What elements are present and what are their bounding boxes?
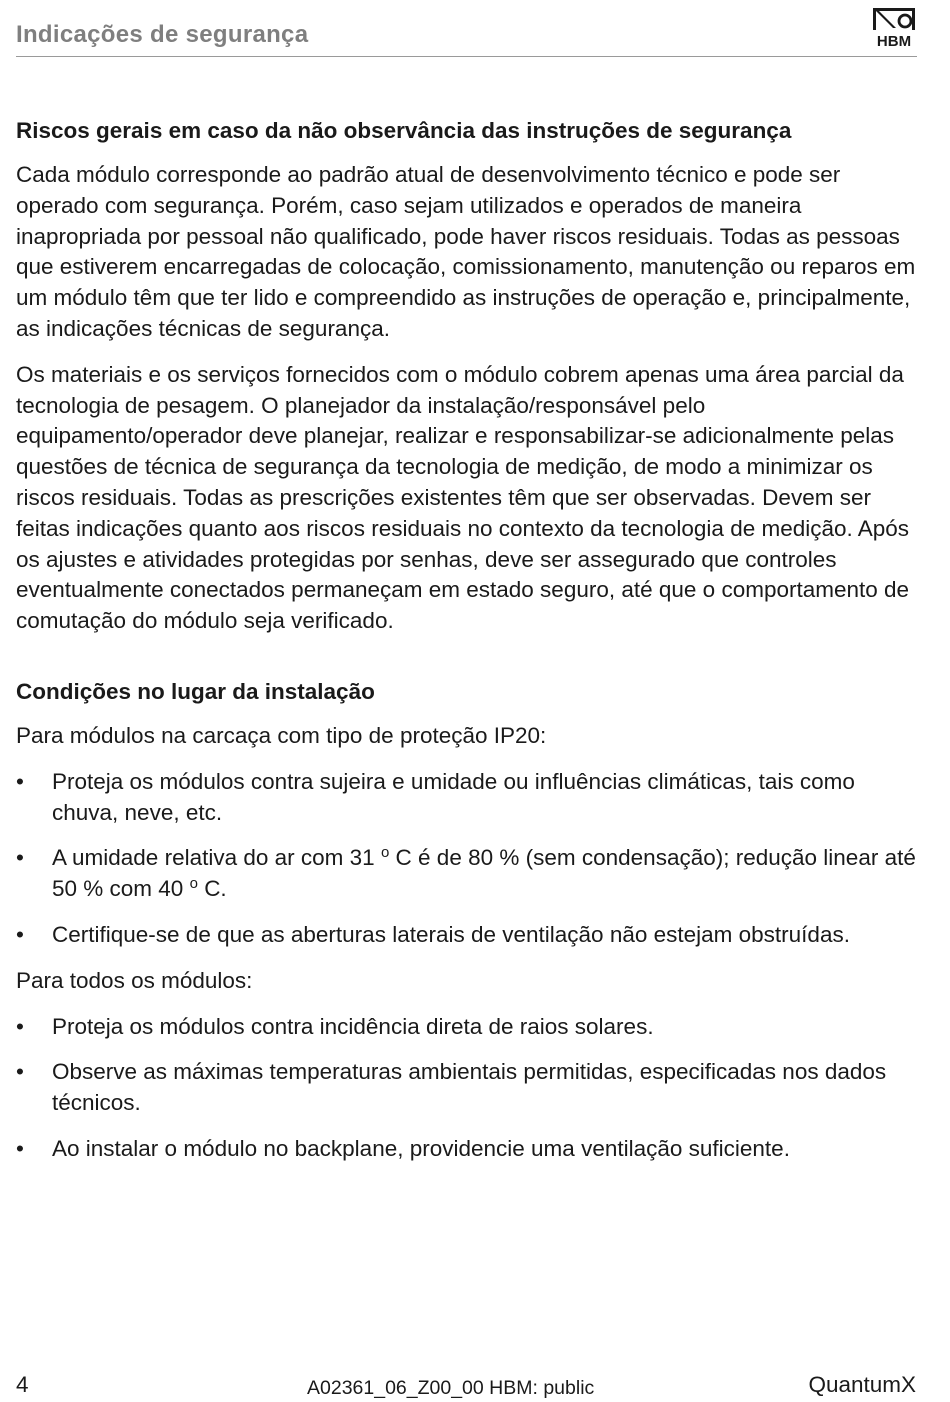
bullet-icon: • (16, 768, 24, 794)
bullet-icon: • (16, 1059, 24, 1085)
list-item (16, 1012, 920, 1043)
bullet-icon: • (16, 1013, 24, 1039)
page-header (16, 0, 917, 57)
list-item-text (52, 845, 916, 901)
list-item (16, 767, 920, 829)
list-item-text: Ao instalar o módulo no backplane, providencie uma ventilação suficiente. (52, 1135, 790, 1161)
page-footer (16, 1372, 916, 1402)
product-name: QuantumX (808, 1372, 916, 1397)
paragraph-module-standard: Cada módulo corresponde ao padrão atual de desenvolvimento técnico e pode ser operado com segurança. Porém, caso sejam utilizados e operados de maneira inapropriada por pessoal não qualificado, pode haver riscos residuais. Todas as pessoas que estiverem encarregadas de colocação, comissionamento, manutenção ou reparos em um módulo têm que ter lido e compreendido as instruções de operação e, principalmente, as indicações técnicas de segurança. (16, 162, 916, 341)
ip20-list (16, 767, 920, 951)
list-item (16, 843, 920, 905)
document-body (16, 110, 920, 1165)
humidity-text-part3: C. (204, 876, 227, 902)
hbm-logo (871, 6, 917, 48)
list-item-text: Observe as máximas temperaturas ambientais permitidas, especificadas nos dados técnicos. (52, 1059, 887, 1116)
bullet-icon: • (16, 1135, 24, 1161)
paragraph-materials-services: Os materiais e os serviços fornecidos com o módulo cobrem apenas uma área parcial da tecnologia de pesagem. O planejador da instalação/responsável pelo equipamento/operador deve planejar, realizar e responsabilizar-se adicionalmente pelas questões de técnica de segurança da tecnologia de medição, de modo a minimizar os riscos residuais. Todas as prescrições existentes têm que ser observadas. Devem ser feitas indicações quanto aos riscos residuais no contexto da tecnologia de medição. Após os ajustes e atividades protegidas por senhas, deve ser assegurado que controles eventualmente conectados permaneçam em estado seguro, até que o comportamento de comutação do módulo seja verificado. (16, 361, 910, 634)
list-item (16, 1134, 920, 1165)
section-heading-installation-conditions: Condições no lugar da instalação (16, 678, 375, 704)
humidity-text-part2: C é de 80 % (sem condensação); redução linear até 50 % com 40 (52, 845, 916, 902)
bullet-icon: • (16, 845, 24, 871)
paragraph-all-modules-intro: Para todos os módulos: (16, 967, 253, 993)
header-title: Indicações de segurança (16, 21, 309, 48)
list-item (16, 920, 920, 951)
paragraph-ip20-intro: Para módulos na carcaça com tipo de proteção IP20: (16, 722, 547, 748)
degree-symbol: o (380, 844, 390, 862)
section-heading-general-risks: Riscos gerais em caso da não observância das instruções de segurança (16, 118, 792, 143)
degree-symbol: o (189, 875, 198, 893)
document-code: A02361_06_Z00_00 HBM: public (307, 1377, 595, 1399)
all-modules-list (16, 1012, 920, 1165)
list-item-text: Certifique-se de que as aberturas laterais de ventilação não estejam obstruídas. (52, 921, 850, 947)
logo-text: HBM (876, 33, 912, 48)
bullet-icon: • (16, 921, 24, 947)
list-item-text: Proteja os módulos contra incidência direta de raios solares. (52, 1013, 654, 1039)
page-number: 4 (16, 1372, 29, 1397)
list-item-text: Proteja os módulos contra sujeira e umidade ou influências climáticas, tais como chuva, neve, etc. (52, 768, 855, 825)
list-item (16, 1057, 920, 1119)
humidity-text-part1: A umidade relativa do ar com 31 (52, 845, 381, 871)
